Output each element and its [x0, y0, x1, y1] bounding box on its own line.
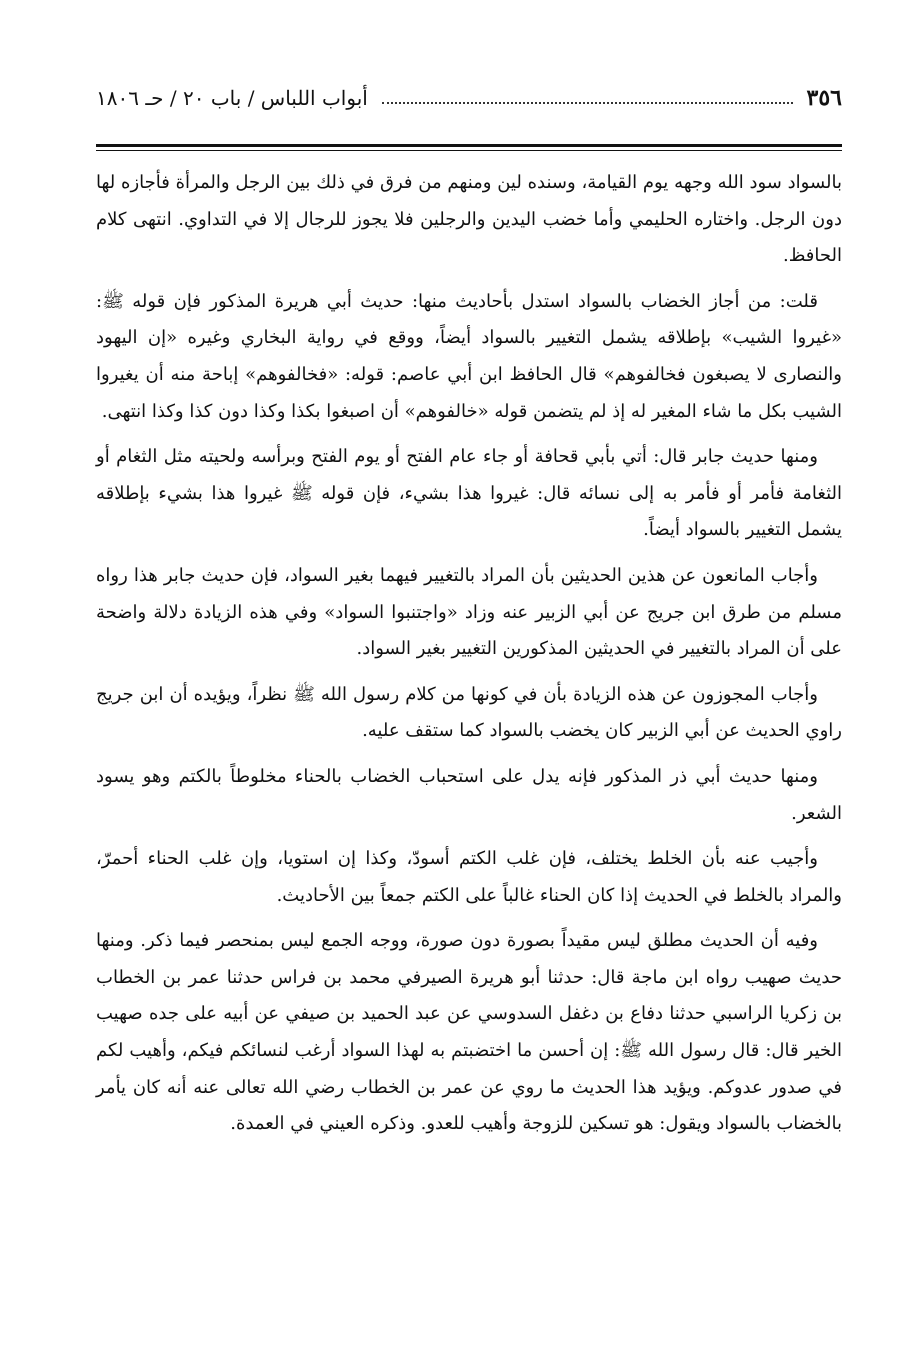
paragraph: وأجاب المجوزون عن هذه الزيادة بأن في كونها من كلام رسول الله ﷺ نظراً، ويؤيده أن ابن جريج راوي الحديث عن أبي الزبير كان يخضب بالسواد كما ستقف عليه.	[96, 683, 842, 742]
running-header	[96, 76, 842, 120]
paragraph: قلت: من أجاز الخضاب بالسواد استدل بأحاديث منها: حديث أبي هريرة المذكور فإن قوله ﷺ: «غيروا الشيب» بإطلاقه يشمل التغيير بالسواد أيضاً، ووقع في رواية البخاري وغيره «إن اليهود والنصارى لا يصبغون فخالفوهم» قال الحافظ ابن أبي عاصم: قوله: «فخالفوهم» إباحة منه أن يغيروا الشيب بكل ما شاء المغير له إذ لم يتضمن قوله «خالفوهم» أن اصبغوا بكذا وكذا دون كذا وكذا انتهى.	[96, 290, 842, 422]
chapter-reference: أبواب اللباس / باب ٢٠ / حـ ١٨٠٦	[96, 86, 368, 110]
paragraph: ومنها حديث جابر قال: أتي بأبي قحافة أو جاء عام الفتح أو يوم الفتح وبرأسه ولحيته مثل الثغام أو الثغامة فأمر أو فأمر به إلى نسائه قال: غيروا هذا بشيء، فإن قوله ﷺ غيروا هذا بشيء بإطلاقه يشمل التغيير بالسواد أيضاً.	[96, 446, 842, 541]
header-rule-thin	[96, 150, 842, 151]
header-rule-thick	[96, 144, 842, 147]
paragraph: ومنها حديث أبي ذر المذكور فإنه يدل على استحباب الخضاب بالحناء مخلوطاً بالكتم وهو يسود الشعر.	[96, 765, 842, 824]
dotted-leader	[382, 102, 793, 104]
page-number: ٣٥٦	[806, 85, 842, 111]
body-text	[96, 165, 842, 1143]
book-page	[96, 76, 842, 1316]
paragraph: وأجيب عنه بأن الخلط يختلف، فإن غلب الكتم أسودّ، وكذا إن استويا، وإن غلب الحناء أحمرّ، والمراد بالخلط في الحديث إذا كان الحناء غالباً على الكتم جمعاً بين الأحاديث.	[96, 848, 842, 906]
paragraph-continuation: بالسواد سود الله وجهه يوم القيامة، وسنده لين ومنهم من فرق في ذلك بين الرجل والمرأة فأجازه لها دون الرجل. واختاره الحليمي وأما خضب اليدين والرجلين فلا يجوز للرجال إلا في التداوي. انتهى كلام الحافظ.	[96, 172, 842, 267]
paragraph: وفيه أن الحديث مطلق ليس مقيداً بصورة دون صورة، ووجه الجمع ليس بمنحصر فيما ذكر. ومنها حديث صهيب رواه ابن ماجة قال: حدثنا أبو هريرة الصيرفي محمد بن فراس حدثنا عمر بن الخطاب بن زكريا الراسبي حدثنا دفاع بن دغفل السدوسي عن عبد الحميد بن صيفي عن أبيه على جده صهيب الخير قال: قال رسول الله ﷺ: إن أحسن ما اختضبتم به لهذا السواد أرغب لنسائكم فيكم، وأهيب لكم في صدور عدوكم. ويؤيد هذا الحديث ما روي عن عمر بن الخطاب رضي الله تعالى عنه أنه كان يأمر بالخضاب بالسواد ويقول: هو تسكين للزوجة وأهيب للعدو. وذكره العيني في العمدة.	[96, 930, 842, 1135]
paragraph: وأجاب المانعون عن هذين الحديثين بأن المراد بالتغيير فيهما بغير السواد، فإن حديث جابر هذا رواه مسلم من طرق ابن جريج عن أبي الزبير عنه وزاد «واجتنبوا السواد» وفي هذه الزيادة دلالة واضحة على أن المراد بالتغيير في الحديثين المذكورين التغيير بغير السواد.	[96, 564, 842, 660]
